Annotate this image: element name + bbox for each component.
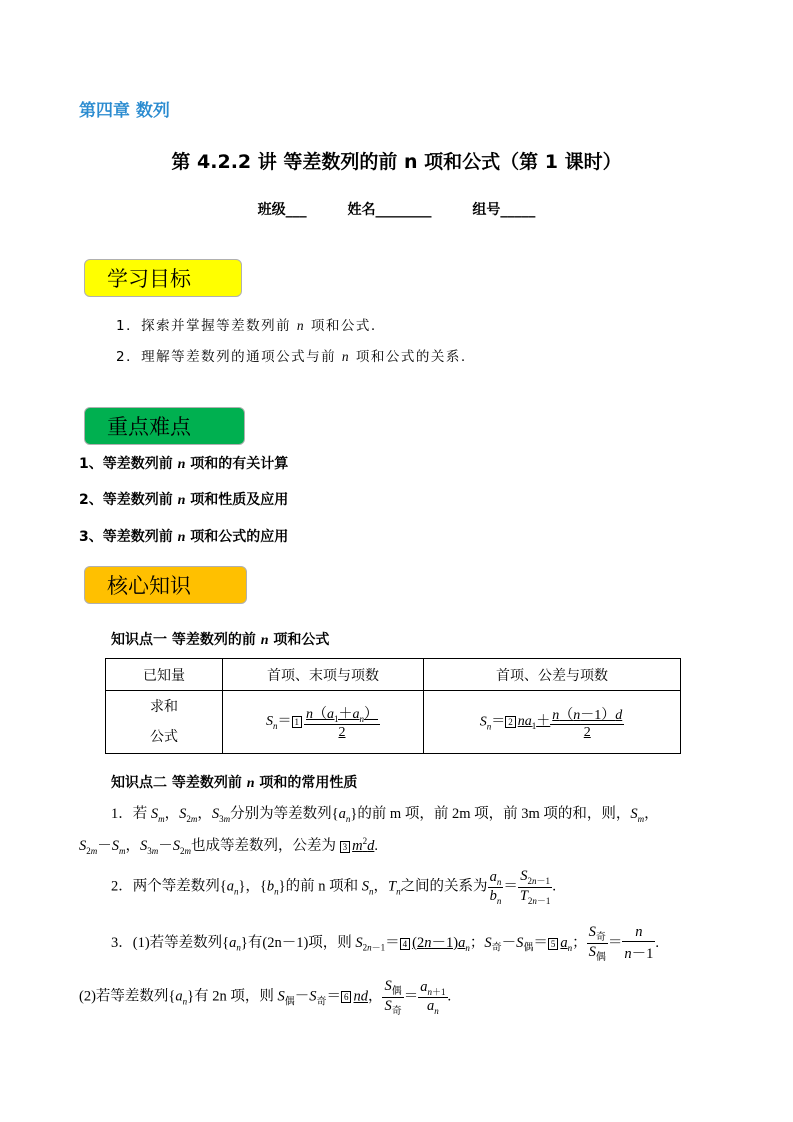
answer-value: $m^2d$ <box>352 836 375 854</box>
formula-fraction <box>550 704 624 741</box>
student-info <box>0 199 793 219</box>
table-header: 首项、公差与项数 <box>424 659 681 691</box>
formula-cell-2: $S_n= 2$ $na_1+$ $\frac{n(n-1)d}{2}$ <box>424 691 681 754</box>
ratio-fraction: $\frac{S_{2n-1}}{T_{2n-1}}$ <box>519 868 551 906</box>
keypoint-text: 项和的有关计算 <box>185 456 289 472</box>
row-label-line: 求和 <box>150 699 178 715</box>
keypoint-text: 3、等差数列前 <box>79 529 178 545</box>
answer-box: 6 <box>341 991 352 1003</box>
keypoint-var: n <box>177 493 186 508</box>
keypoint-item <box>79 489 288 509</box>
prop-text: 2．两个等差数列 <box>111 878 220 895</box>
prop-text: 分别为等差数列 <box>230 806 332 822</box>
goal-text: 项和公式的关系. <box>350 349 467 365</box>
prop-text: 有 2n 项，则 <box>194 988 274 1005</box>
sum-symbol: S <box>266 714 273 730</box>
prop-text: 有(2n－1)项，则 <box>247 934 352 951</box>
property-1-line-2: $S_{2m}-S_m$，$S_{3m}-S_{2m}$也成等差数列，公差为 3 $m^2d$. <box>79 836 378 856</box>
fraction-numerator: n（n－1）d <box>550 704 624 725</box>
kp-var: n <box>246 776 255 791</box>
goal-var: n <box>341 349 351 364</box>
prop-text: 的前 n 项和 <box>285 878 359 895</box>
fraction-denominator: 2 <box>338 724 346 740</box>
formula-term: $na_1+$ <box>517 714 551 732</box>
property-2: 2．两个等差数列$\{a_n\}$，$\{b_n\}$的前 n 项和 $S_n$，$T_n$之间的关系为 $\frac{a_n}{b_n}$ ＝ $\frac{S_{2n-1}}{T_{2n-1}}$ . <box>111 868 557 906</box>
row-label-line: 公式 <box>150 729 178 745</box>
ratio-fraction: $\frac{a_{n+1}}{a_n}$ <box>420 978 446 1017</box>
keypoint-item <box>79 526 288 546</box>
table-header: 已知量 <box>106 659 223 691</box>
answer-box: 4 <box>400 938 411 950</box>
goal-item <box>116 314 377 334</box>
kp-text: 知识点一 等差数列的前 <box>111 632 261 648</box>
row-label <box>106 691 223 754</box>
formula-cell-1: $S_n= 1$ $\frac{n(a_1+a_n)}{2}$ <box>223 691 424 754</box>
prop-text: (2)若等差数列 <box>79 988 169 1005</box>
keypoint-text: 1、等差数列前 <box>79 456 178 472</box>
keypoint-text: 项和性质及应用 <box>185 492 289 508</box>
fraction-denominator: 2 <box>583 724 591 740</box>
goal-text: 1．探索并掌握等差数列前 <box>116 318 297 334</box>
name-field: 姓名________ <box>347 202 432 218</box>
goal-var: n <box>296 318 306 333</box>
table-row <box>106 691 681 754</box>
keypoint-var: n <box>177 457 186 472</box>
class-field: 班级___ <box>257 202 307 218</box>
answer-box: 2 <box>505 716 516 728</box>
answer-value: $(2n-1)a_n$ <box>412 934 470 953</box>
knowledge-point-2-title <box>111 772 357 792</box>
goal-item <box>116 345 467 365</box>
keypoint-item <box>79 453 288 473</box>
kp-text: 知识点二 等差数列前 <box>111 775 247 791</box>
goal-text: 2．理解等差数列的通项公式与前 <box>116 349 342 365</box>
knowledge-point-1-title <box>111 629 329 649</box>
goal-text: 项和公式. <box>305 318 377 334</box>
prop-text: 1．若 <box>111 806 151 822</box>
keypoint-text: 2、等差数列前 <box>79 492 178 508</box>
answer-value: nd <box>353 988 368 1005</box>
table-header: 首项、末项与项数 <box>223 659 424 691</box>
prop-text: 之间的关系为 <box>400 878 488 895</box>
formula-fraction <box>304 703 380 741</box>
property-3-2: (2)若等差数列$\{a_n\}$有 2n 项，则 $S_偶-S_奇= 6$ nd， $\frac{S_偶}{S_奇}$ ＝ $\frac{a_{n+1}}{a_n}$ . <box>79 978 452 1017</box>
ratio-fraction: $\frac{S_奇}{S_偶}$ <box>588 924 606 963</box>
sum-symbol: S <box>479 714 487 730</box>
section-tag-goals: 学习目标 <box>84 259 242 297</box>
prop-text: 的前 m 项，前 2m 项，前 3m 项的和，则 <box>357 806 616 822</box>
answer-box: 3 <box>340 841 351 853</box>
answer-box: 5 <box>548 938 559 950</box>
formula-table <box>105 658 681 754</box>
section-tag-core: 核心知识 <box>84 566 247 604</box>
ratio-fraction: $\frac{S_偶}{S_奇}$ <box>384 978 402 1017</box>
page-title: 第 4.2.2 讲 等差数列的前 n 项和公式（第 1 课时） <box>171 151 622 173</box>
ratio-fraction: $\frac{a_n}{b_n}$ <box>489 869 502 906</box>
ratio-fraction: $\frac{n}{n-1}$ <box>624 924 654 962</box>
kp-text: 项和的常用性质 <box>254 775 358 791</box>
prop-text: 也成等差数列，公差为 <box>191 838 336 854</box>
keypoint-text: 项和公式的应用 <box>185 529 289 545</box>
section-tag-keypoints: 重点难点 <box>84 407 245 445</box>
prop-text: 3．(1)若等差数列 <box>111 934 223 951</box>
answer-value: $a_n$ <box>560 934 573 953</box>
fraction-numerator: $n(a_1+a_n)$ <box>304 703 380 725</box>
keypoint-var: n <box>177 530 186 545</box>
group-field: 组号_____ <box>472 202 536 218</box>
answer-box: 1 <box>292 716 303 728</box>
kp-var: n <box>260 633 269 648</box>
property-1-line-1: 1．若 $S_m$，$S_{2m}$，$S_{3m}$分别为等差数列$\{a_n\}$的前 m 项，前 2m 项，前 3m 项的和，则，$S_m$， <box>111 806 659 824</box>
property-3-1: 3．(1)若等差数列$\{a_n\}$有(2n－1)项，则 $S_{2n-1}= 4$ $(2n-1)a_n$；$S_奇-S_偶= 5$ $a_n$； $\frac{S_奇}{S_偶}$ ＝ $\frac{n}{n-1}$ . <box>111 924 659 963</box>
chapter-heading: 第四章 数列 <box>79 101 170 121</box>
table-header-row <box>106 659 681 691</box>
kp-text: 项和公式 <box>268 632 330 648</box>
